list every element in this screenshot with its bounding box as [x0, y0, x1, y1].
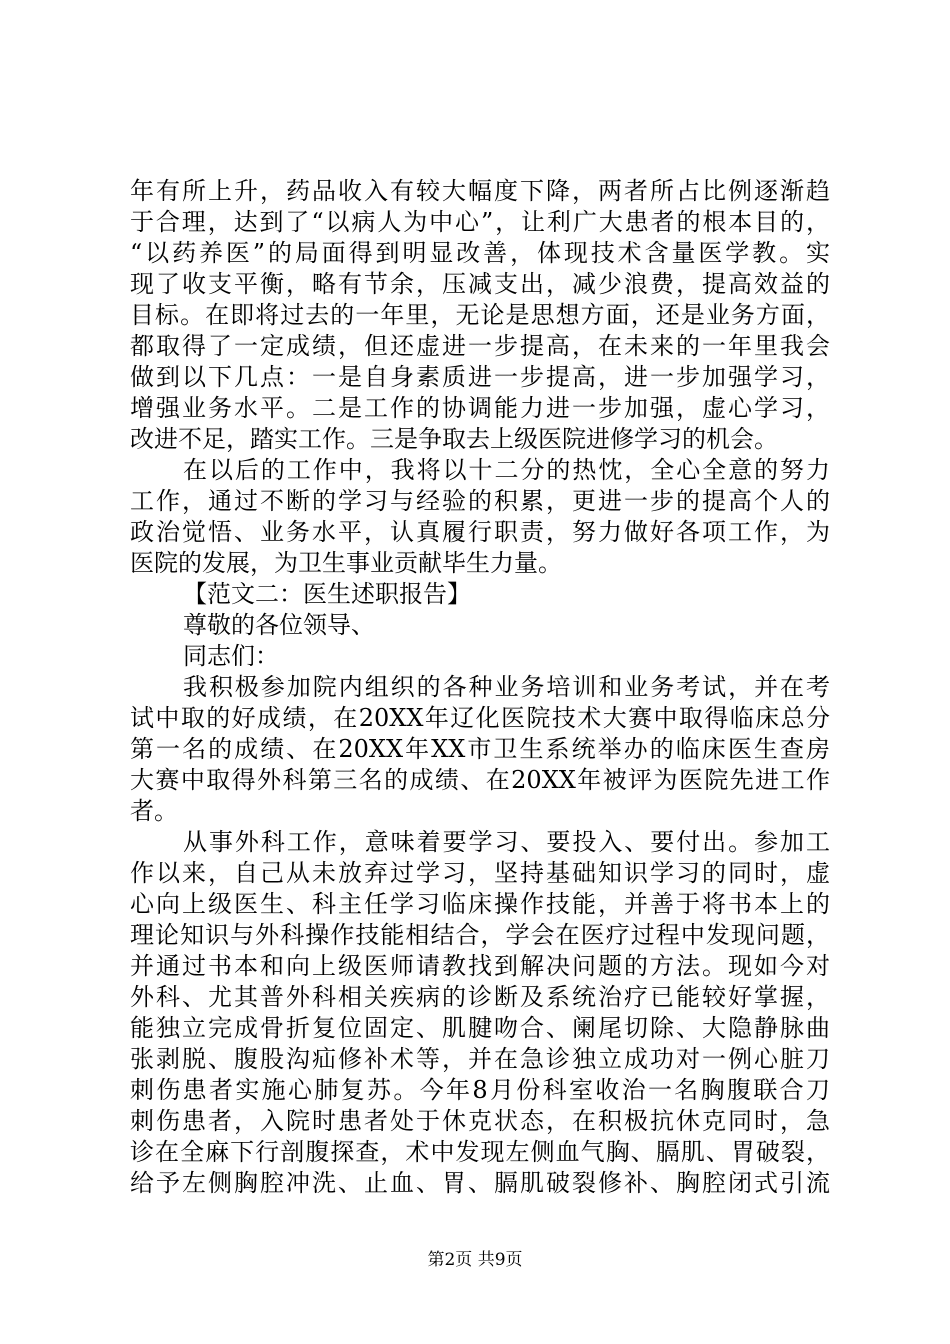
page-number-footer: 第2页 共9页 [427, 1250, 523, 1270]
section-heading: 【范文二：医生述职报告】 [183, 580, 471, 608]
text-line: 能独立完成骨折复位固定、肌腱吻合、阑尾切除、大隐静脉曲 [130, 1014, 830, 1042]
text-line: 理论知识与外科操作技能相结合，学会在医疗过程中发现问题， [130, 921, 830, 949]
text-line: 者。 [130, 797, 178, 825]
paragraph-first-line: 从事外科工作，意味着要学习、要投入、要付出。参加工 [183, 828, 830, 856]
paragraph-first-line: 在以后的工作中，我将以十二分的热忱，全心全意的努力 [183, 456, 830, 484]
text-line: 于合理，达到了“以病人为中心”，让利广大患者的根本目的， [130, 208, 830, 236]
text-line: 试中取的好成绩，在20XX年辽化医院技术大赛中取得临床总分 [130, 704, 830, 732]
text-line: 都取得了一定成绩，但还虚进一步提高，在未来的一年里我会 [130, 332, 830, 360]
text-line: 并通过书本和向上级医师请教找到解决问题的方法。现如今对 [130, 952, 830, 980]
text-line: 心向上级医生、科主任学习临床操作技能，并善于将书本上的 [130, 890, 830, 918]
text-line: 政治觉悟、业务水平，认真履行职责，努力做好各项工作，为 [130, 518, 830, 546]
text-line: 诊在全麻下行剖腹探查，术中发现左侧血气胸、膈肌、胃破裂， [130, 1138, 830, 1166]
text-line: 刺伤患者实施心肺复苏。今年8月份科室收治一名胸腹联合刀 [130, 1076, 830, 1104]
text-line: 做到以下几点：一是自身素质进一步提高，进一步加强学习， [130, 363, 830, 391]
text-line: 刺伤患者，入院时患者处于休克状态，在积极抗休克同时，急 [130, 1107, 830, 1135]
text-line: 作以来，自己从未放弃过学习，坚持基础知识学习的同时，虚 [130, 859, 830, 887]
text-line: 第一名的成绩、在20XX年XX市卫生系统举办的临床医生查房 [130, 735, 830, 763]
text-line: “以药养医”的局面得到明显改善，体现技术含量医学教。实 [130, 239, 830, 267]
text-line: 给予左侧胸腔冲洗、止血、胃、膈肌破裂修补、胸腔闭式引流 [130, 1169, 830, 1197]
text-line: 外科、尤其普外科相关疾病的诊断及系统治疗已能较好掌握， [130, 983, 830, 1011]
text-line: 大赛中取得外科第三名的成绩、在20XX年被评为医院先进工作 [130, 766, 830, 794]
text-line: 工作，通过不断的学习与经验的积累，更进一步的提高个人的 [130, 487, 830, 515]
paragraph-first-line: 我积极参加院内组织的各种业务培训和业务考试，并在考 [183, 673, 830, 701]
text-line: 年有所上升，药品收入有较大幅度下降，两者所占比例逐渐趋 [130, 177, 830, 205]
salutation-line: 同志们： [183, 642, 279, 670]
text-line: 增强业务水平。二是工作的协调能力进一步加强，虚心学习， [130, 394, 830, 422]
text-line: 医院的发展，为卫生事业贡献毕生力量。 [130, 549, 562, 577]
text-line: 张剥脱、腹股沟疝修补术等，并在急诊独立成功对一例心脏刀 [130, 1045, 830, 1073]
text-line: 改进不足，踏实工作。三是争取去上级医院进修学习的机会。 [130, 425, 778, 453]
text-line: 现了收支平衡，略有节余，压减支出，减少浪费，提高效益的 [130, 270, 830, 298]
salutation-line: 尊敬的各位领导、 [183, 611, 375, 639]
text-line: 目标。在即将过去的一年里，无论是思想方面，还是业务方面， [130, 301, 830, 329]
